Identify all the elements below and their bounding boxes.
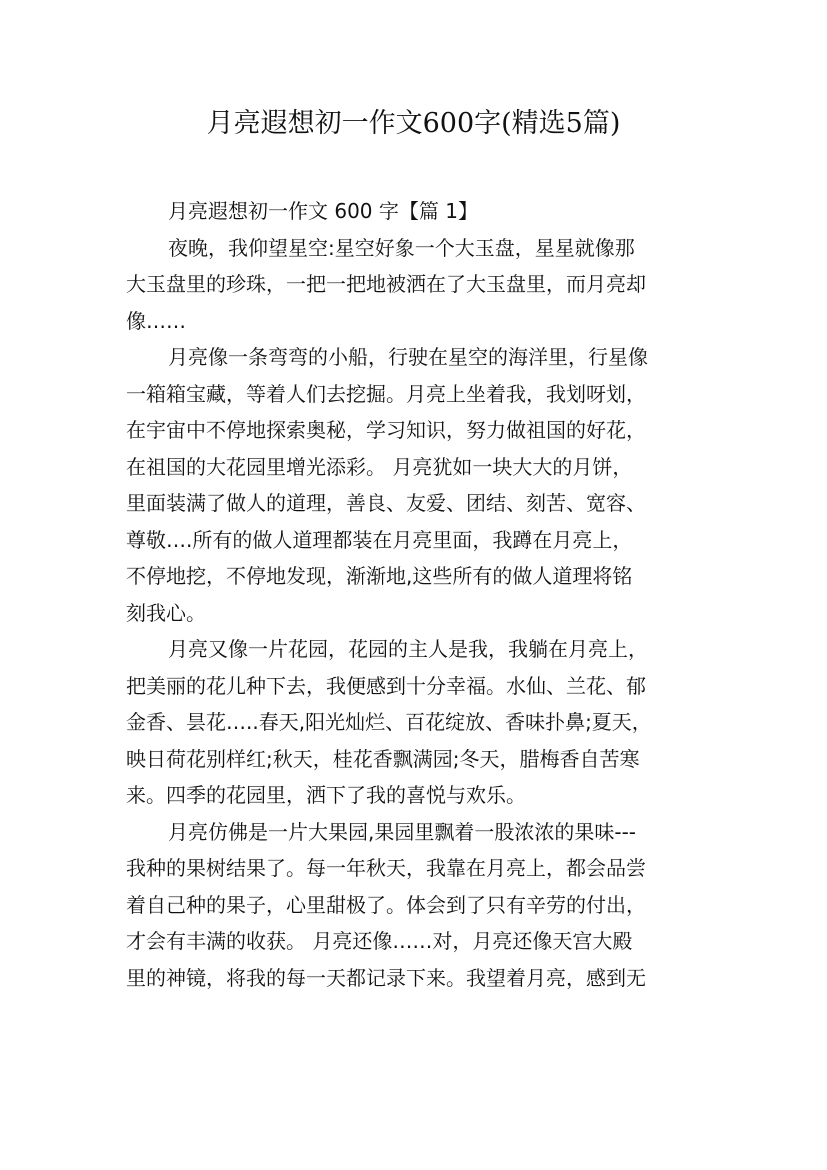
text-line: 才会有丰满的收获。 月亮还像……对，月亮还像天宫大殿 [126,929,633,953]
text-line: 大玉盘里的珍珠，一把一把地被洒在了大玉盘里，而月亮却 [126,272,646,296]
text-line: 着自己种的果子，心里甜极了。体会到了只有辛劳的付出， [126,892,646,917]
text-line: 月亮像一条弯弯的小船，行驶在星空的海洋里，行星像 [168,345,648,369]
text-line: 月亮又像一片花园，花园的主人是我，我躺在月亮上， [168,637,648,661]
text-line: 刻我心。 [126,600,206,625]
paragraph-3 [126,631,716,814]
document-title: 月亮遐想初一作文600字(精选5篇) [206,108,621,139]
text-line: 映日荷花别样红;秋天，桂花香飘满园;冬天，腊梅香自苦寒 [126,746,640,771]
paragraph-4 [126,814,716,997]
text-line: 尊敬….所有的做人道理都装在月亮里面，我蹲在月亮上， [126,527,633,552]
paragraph-1 [126,230,716,340]
text-line: 不停地挖，不停地发现，渐渐地,这些所有的做人道理将铭 [126,564,633,588]
text-line: 月亮仿佛是一片大果园,果园里飘着一股浓浓的果味--- [168,819,637,844]
text-line: 把美丽的花儿种下去，我便感到十分幸福。水仙、兰花、郁 [126,673,646,698]
text-line: 里面装满了做人的道理，善良、友爱、团结、刻苦、宽容、 [126,491,646,515]
text-line: 在宇宙中不停地探索奥秘，学习知识，努力做祖国的好花， [126,418,646,442]
text-line: 我种的果树结果了。每一年秋天，我靠在月亮上，都会品尝 [126,856,646,880]
text-line: 夜晚，我仰望星空:星空好象一个大玉盘，星星就像那 [168,235,635,260]
text-line: 像…… [126,308,186,333]
paragraph-2 [126,339,716,631]
text-line: 来。四季的花园里，洒下了我的喜悦与欢乐。 [126,783,526,807]
text-line: 一箱箱宝藏，等着人们去挖掘。月亮上坐着我，我划呀划， [126,381,646,406]
document-body [126,193,716,996]
text-line: 在祖国的大花园里增光添彩。 月亮犹如一块大大的月饼， [126,454,633,479]
section-heading: 月亮遐想初一作文 600 字【篇 1】 [168,199,478,223]
text-line: 里的神镜，将我的每一天都记录下来。我望着月亮，感到无 [126,965,646,990]
text-line: 金香、昙花…..春天,阳光灿烂、百花绽放、香味扑鼻;夏天， [126,710,652,734]
